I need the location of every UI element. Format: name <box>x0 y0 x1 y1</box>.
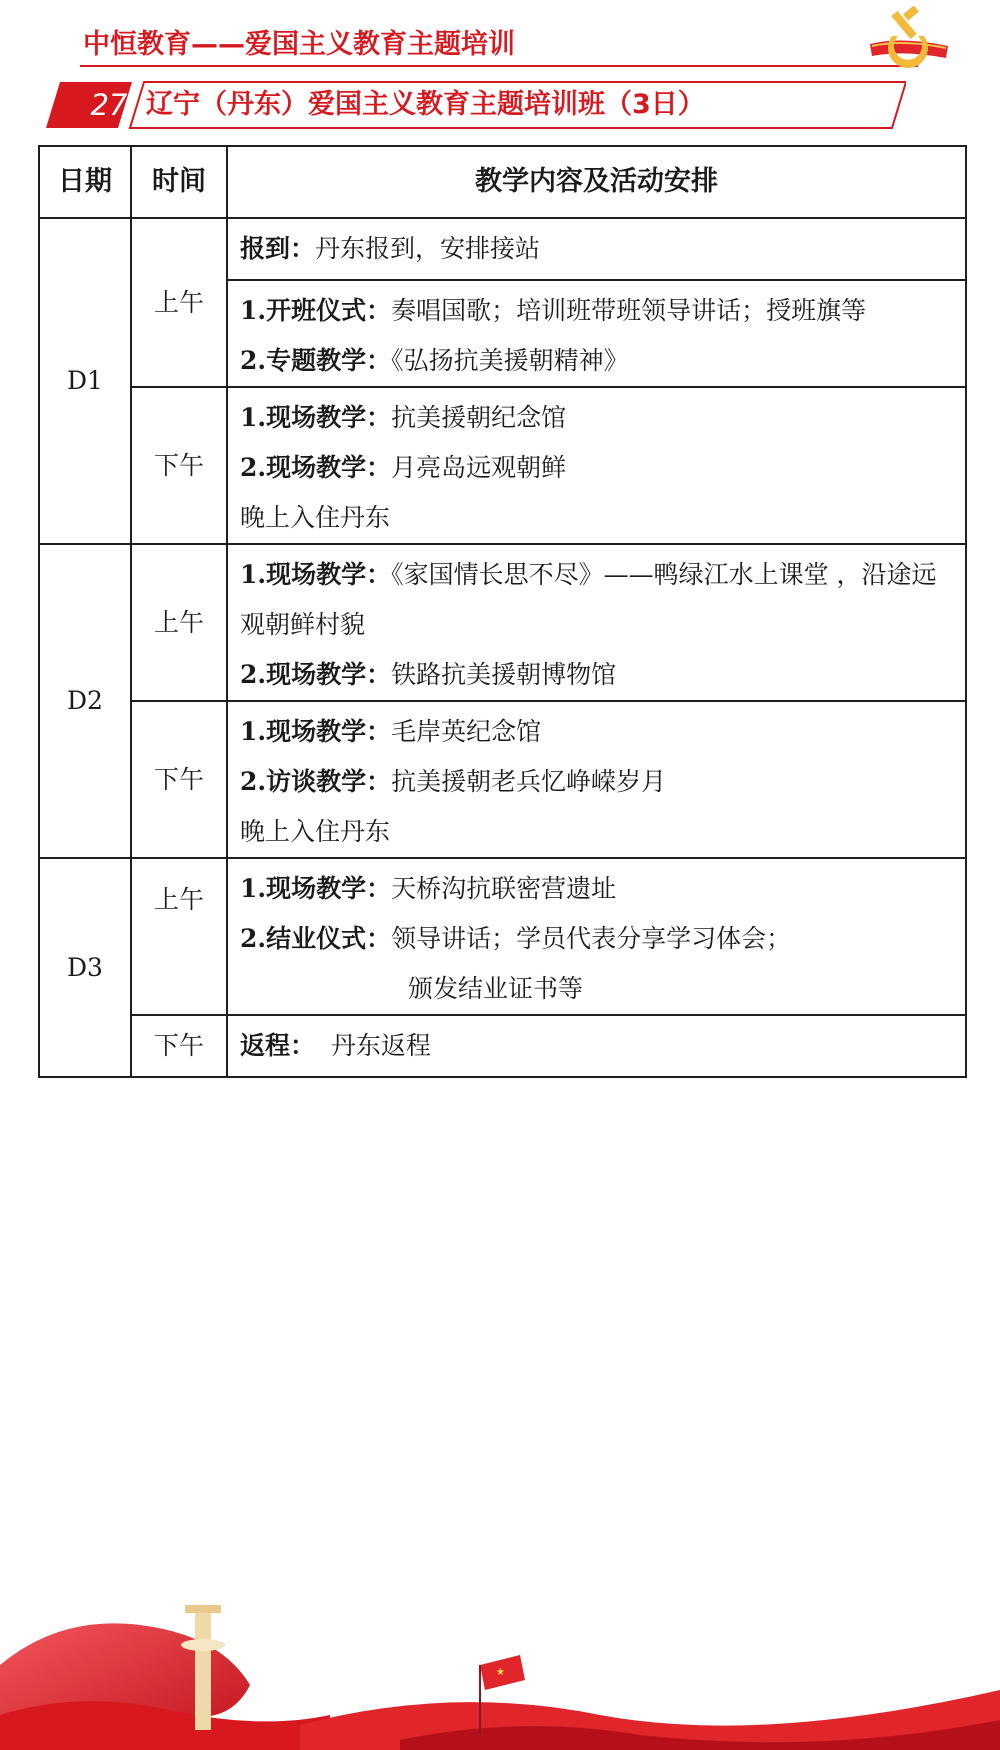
line-text: 奏唱国歌；培训班带班领导讲话；授班旗等 <box>391 296 867 325</box>
day-cell: D1 <box>39 218 131 544</box>
line-label: 2.专题教学： <box>240 346 392 375</box>
schedule-line <box>240 224 953 274</box>
line-text: 《家国情长思不尽》——鸭绿江水上课堂 ，沿途远观朝鲜村貌 <box>240 560 937 639</box>
table-row <box>39 858 966 1015</box>
line-label: 2.访谈教学： <box>240 767 392 796</box>
header-content: 教学内容及活动安排 <box>227 146 966 218</box>
line-text: 月亮岛远观朝鲜 <box>391 453 567 482</box>
org-title: 中恒教育——爱国主义教育主题培训 <box>83 29 515 60</box>
line-text: 丹东报到，安排接站 <box>315 234 541 263</box>
line-text: 晚上入住丹东 <box>240 817 391 846</box>
time-cell: 上午 <box>131 544 227 701</box>
schedule-line <box>240 493 953 543</box>
schedule-line <box>240 393 953 443</box>
schedule-line <box>240 336 953 386</box>
line-label: 1.现场教学： <box>240 717 392 746</box>
line-text: 铁路抗美援朝博物馆 <box>391 660 617 689</box>
line-label: 2.现场教学： <box>240 453 392 482</box>
line-label: 1.现场教学： <box>240 403 392 432</box>
schedule-table <box>38 145 967 1078</box>
table-row <box>39 544 966 701</box>
schedule-line <box>240 757 953 807</box>
schedule-line <box>240 443 953 493</box>
header-divider <box>80 65 918 67</box>
line-text: 毛岸英纪念馆 <box>391 717 542 746</box>
line-label: 返程： <box>240 1031 316 1060</box>
svg-text:★: ★ <box>496 1667 505 1678</box>
table-header-row <box>39 146 966 218</box>
content-cell <box>227 858 966 1015</box>
table-row <box>39 701 966 858</box>
content-cell <box>227 280 966 387</box>
line-label: 2.结业仪式： <box>240 924 392 953</box>
line-label: 2.现场教学： <box>240 660 392 689</box>
header-day: 日期 <box>39 146 131 218</box>
course-title: 辽宁（丹东）爱国主义教育主题培训班（3日） <box>146 89 705 120</box>
line-text: 丹东返程 <box>330 1031 431 1060</box>
line-text: 颁发结业证书等 <box>408 974 584 1003</box>
day-cell: D2 <box>39 544 131 858</box>
content-cell <box>227 1015 966 1077</box>
red-flag-monument-decoration-icon <box>0 1595 1000 1750</box>
line-text: 晚上入住丹东 <box>240 503 391 532</box>
line-label: 报到： <box>240 234 316 263</box>
table-row <box>39 387 966 544</box>
schedule-line <box>240 550 953 650</box>
header-time: 时间 <box>131 146 227 218</box>
schedule-line <box>240 707 953 757</box>
schedule-line <box>240 964 953 1014</box>
time-cell: 上午 <box>131 218 227 387</box>
table-row <box>39 1015 966 1077</box>
schedule-line <box>240 1021 953 1071</box>
course-banner <box>46 80 906 130</box>
table-row <box>39 218 966 280</box>
day-cell: D3 <box>39 858 131 1077</box>
line-text: 抗美援朝纪念馆 <box>391 403 567 432</box>
line-text: 天桥沟抗联密营遗址 <box>391 874 617 903</box>
content-cell <box>227 701 966 858</box>
party-emblem-icon <box>862 6 952 68</box>
schedule-line <box>240 914 953 964</box>
course-number: 27 <box>90 88 128 122</box>
content-cell <box>227 218 966 280</box>
time-cell: 上午 <box>131 858 227 1015</box>
line-text: 抗美援朝老兵忆峥嵘岁月 <box>391 767 667 796</box>
content-cell <box>227 544 966 701</box>
time-cell: 下午 <box>131 1015 227 1077</box>
schedule-line <box>240 650 953 700</box>
line-label: 1.开班仪式： <box>240 296 392 325</box>
schedule-line <box>240 286 953 336</box>
schedule-line <box>240 807 953 857</box>
line-label: 1.现场教学： <box>240 560 392 589</box>
schedule-line <box>240 864 953 914</box>
time-cell: 下午 <box>131 387 227 544</box>
time-cell: 下午 <box>131 701 227 858</box>
line-text: 《弘扬抗美援朝精神》 <box>391 346 629 375</box>
line-label: 1.现场教学： <box>240 874 392 903</box>
line-text: 领导讲话；学员代表分享学习体会； <box>391 924 792 953</box>
content-cell <box>227 387 966 544</box>
